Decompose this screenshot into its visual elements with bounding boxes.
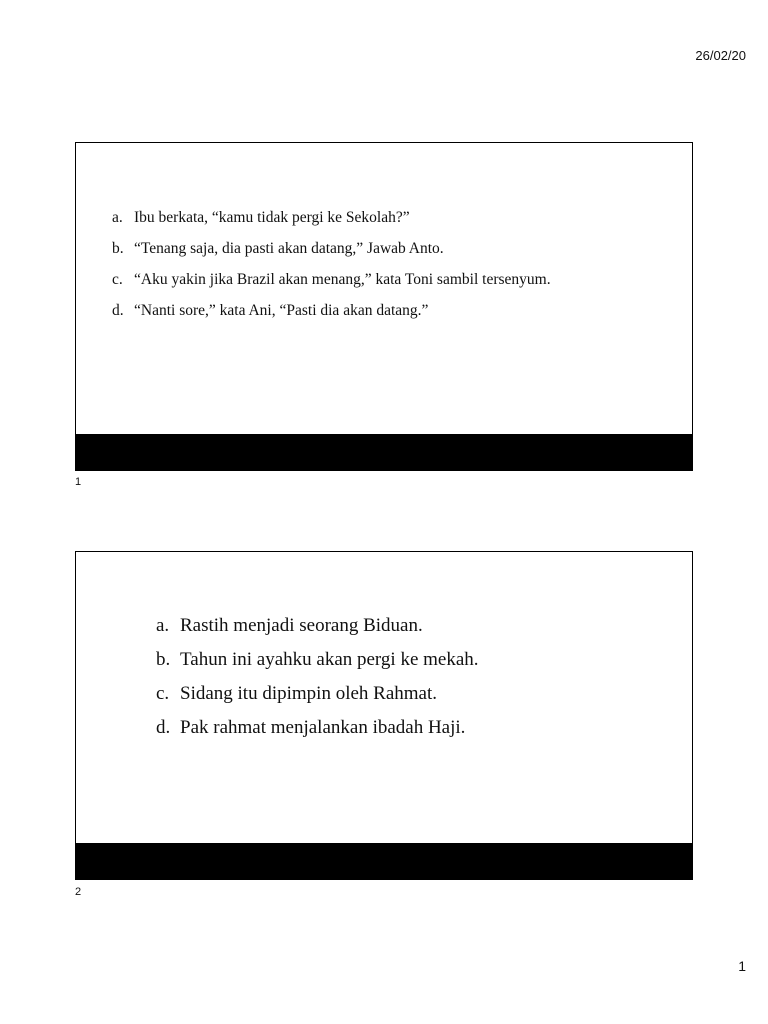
option-text: Pak rahmat menjalankan ibadah Haji. — [180, 717, 466, 738]
slide-1-options — [112, 202, 551, 326]
option-letter: d. — [112, 302, 124, 319]
slide-2 — [75, 551, 693, 880]
option-text: Tahun ini ayahku akan pergi ke mekah. — [180, 649, 479, 670]
option-letter: d. — [156, 717, 171, 738]
slide-footer-bar — [76, 843, 692, 879]
slide-1 — [75, 142, 693, 471]
slide-footer-bar — [76, 434, 692, 470]
option-item — [112, 295, 551, 326]
option-text: Rastih menjadi seorang Biduan. — [180, 615, 423, 636]
slide-number: 1 — [75, 476, 82, 488]
option-item — [112, 233, 551, 264]
option-letter: b. — [156, 649, 171, 670]
option-item — [156, 643, 479, 677]
option-letter: a. — [156, 615, 170, 636]
slide-2-options — [156, 609, 479, 745]
option-letter: c. — [156, 683, 170, 704]
option-letter: b. — [112, 240, 124, 257]
option-letter: c. — [112, 271, 123, 288]
option-item — [112, 202, 551, 233]
page-date: 26/02/20 — [695, 48, 746, 63]
option-item — [156, 609, 479, 643]
option-item — [112, 264, 551, 295]
option-letter: a. — [112, 209, 123, 226]
option-text: “Aku yakin jika Brazil akan menang,” kata Toni sambil tersenyum. — [134, 271, 551, 288]
option-item — [156, 677, 479, 711]
option-text: Ibu berkata, “kamu tidak pergi ke Sekolah?” — [134, 209, 410, 226]
option-text: “Tenang saja, dia pasti akan datang,” Jawab Anto. — [134, 240, 444, 257]
option-text: Sidang itu dipimpin oleh Rahmat. — [180, 683, 438, 704]
option-item — [156, 711, 479, 745]
option-text: “Nanti sore,” kata Ani, “Pasti dia akan datang.” — [134, 302, 429, 319]
slide-number: 2 — [75, 886, 82, 898]
page-number: 1 — [738, 958, 746, 974]
